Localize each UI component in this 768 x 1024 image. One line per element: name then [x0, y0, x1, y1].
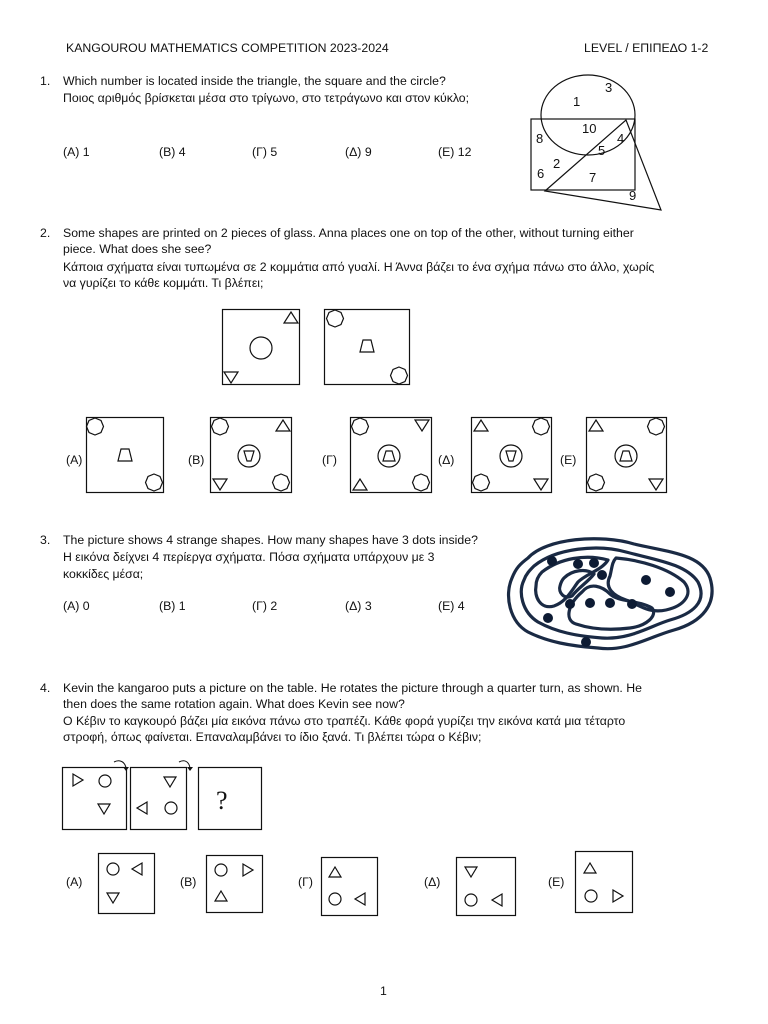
q3-option-e[interactable]: (E) 4: [438, 599, 465, 613]
dot: [589, 558, 599, 568]
q1-num: 10: [582, 121, 597, 136]
q2-answer-b[interactable]: [210, 417, 292, 493]
q4-answer-b[interactable]: [206, 855, 263, 913]
q1-text-en: Which number is located inside the triangle, the square and the circle?: [63, 74, 446, 88]
page-number: 1: [380, 984, 387, 998]
q1-num: 6: [537, 166, 545, 181]
q3-option-b[interactable]: (B) 1: [159, 599, 186, 613]
q1-option-b[interactable]: (B) 4: [159, 145, 186, 159]
q2-text: Some shapes are printed on 2 pieces of glass. Anna places one on top of the other, without turning either: [63, 226, 634, 240]
q4-option-d[interactable]: (Δ): [424, 875, 441, 889]
q2-answer-a[interactable]: [86, 417, 164, 493]
dot: [627, 599, 637, 609]
q2-text: να γυρίζει το κάθε κομμάτι. Τι βλέπει;: [63, 276, 264, 290]
picture-unknown: [199, 768, 262, 830]
q4-answer-a[interactable]: [98, 853, 155, 914]
q4-answer-c[interactable]: [321, 857, 378, 916]
dot: [581, 637, 591, 647]
q4-option-b[interactable]: (B): [180, 875, 197, 889]
q4-option-a[interactable]: (A): [66, 875, 83, 889]
q4-option-e[interactable]: (E): [548, 875, 565, 889]
dot: [665, 587, 675, 597]
dot: [597, 570, 607, 580]
q2-answer-c[interactable]: [350, 417, 432, 493]
q2-text: piece. What does she see?: [63, 242, 212, 256]
dot: [585, 598, 595, 608]
q2-option-c[interactable]: (Γ): [322, 453, 337, 467]
q1-option-a[interactable]: (A) 1: [63, 145, 90, 159]
q3-option-c[interactable]: (Γ) 2: [252, 599, 278, 613]
q1-number: 1.: [40, 74, 51, 88]
q4-option-c[interactable]: (Γ): [298, 875, 313, 889]
q1-num: 3: [605, 80, 613, 95]
q3-number: 3.: [40, 533, 51, 547]
dot: [605, 598, 615, 608]
rotation-arrowhead-icon: [187, 767, 193, 771]
q2-text: Κάποια σχήματα είναι τυπωμένα σε 2 κομμάτια από γυαλί. Η Άννα βάζει το ένα σχήμα πάνω στο άλλο, χωρίς: [63, 260, 655, 274]
q1-num: 9: [629, 188, 637, 203]
q1-triangle: [545, 120, 661, 210]
q4-number: 4.: [40, 681, 51, 695]
q3-strange-shapes-figure: [506, 530, 718, 655]
q2-answer-d[interactable]: [471, 417, 552, 493]
q2-glass-2: [324, 309, 410, 385]
q1-option-d[interactable]: (Δ) 9: [345, 145, 372, 159]
q3-option-a[interactable]: (A) 0: [63, 599, 90, 613]
q2-answer-e[interactable]: [586, 417, 667, 493]
q1-num: 7: [589, 170, 597, 185]
dot: [641, 575, 651, 585]
dot: [573, 559, 583, 569]
q2-glass-1: [222, 309, 300, 385]
q2-option-d[interactable]: (Δ): [438, 453, 455, 467]
header-level: LEVEL / ΕΠΙΠΕΔΟ 1-2: [584, 41, 709, 55]
q2-option-e[interactable]: (E): [560, 453, 577, 467]
dot: [565, 599, 575, 609]
q1-option-e[interactable]: (E) 12: [438, 145, 472, 159]
q2-option-b[interactable]: (B): [188, 453, 205, 467]
q4-answer-d[interactable]: [456, 857, 516, 916]
q4-text: then does the same rotation again. What does Kevin see now?: [63, 697, 405, 711]
q4-answer-e[interactable]: [575, 851, 633, 913]
header-title: KANGOUROU MATHEMATICS COMPETITION 2023-2024: [66, 41, 389, 55]
q4-text: στροφή, όπως φαίνεται. Επαναλαμβάνει το ίδιο ξανά. Τι βλέπει τώρα ο Κέβιν;: [63, 730, 482, 744]
q1-num: 1: [573, 94, 581, 109]
q4-rotation-sequence: [62, 758, 267, 830]
picture-start: [63, 768, 127, 830]
dot: [547, 556, 557, 566]
q4-text: Ο Κέβιν το καγκουρό βάζει μία εικόνα πάνω στο τραπέζι. Κάθε φορά γυρίζει την εικόνα κατά μια τέταρτο: [63, 714, 626, 728]
q1-venn-figure: [525, 70, 670, 215]
q1-num: 8: [536, 131, 544, 146]
question-mark: ?: [216, 786, 228, 815]
dot: [543, 613, 553, 623]
q3-text: The picture shows 4 strange shapes. How many shapes have 3 dots inside?: [63, 533, 478, 547]
picture-after-first-turn: [131, 768, 187, 830]
q4-text: Kevin the kangaroo puts a picture on the table. He rotates the picture through a quarter turn, as shown. He: [63, 681, 642, 695]
q3-text: Η εικόνα δείχνει 4 περίεργα σχήματα. Πόσα σχήματα υπάρχουν με 3: [63, 550, 435, 564]
q1-num: 2: [553, 156, 561, 171]
q1-num: 4: [617, 131, 625, 146]
q1-option-c[interactable]: (Γ) 5: [252, 145, 278, 159]
q3-text: κοκκίδες μέσα;: [63, 567, 144, 581]
q2-number: 2.: [40, 226, 51, 240]
q1-num: 5: [598, 143, 606, 158]
q3-option-d[interactable]: (Δ) 3: [345, 599, 372, 613]
q1-text-el: Ποιος αριθμός βρίσκεται μέσα στο τρίγωνο, στο τετράγωνο και στον κύκλο;: [63, 91, 470, 105]
q2-option-a[interactable]: (A): [66, 453, 83, 467]
